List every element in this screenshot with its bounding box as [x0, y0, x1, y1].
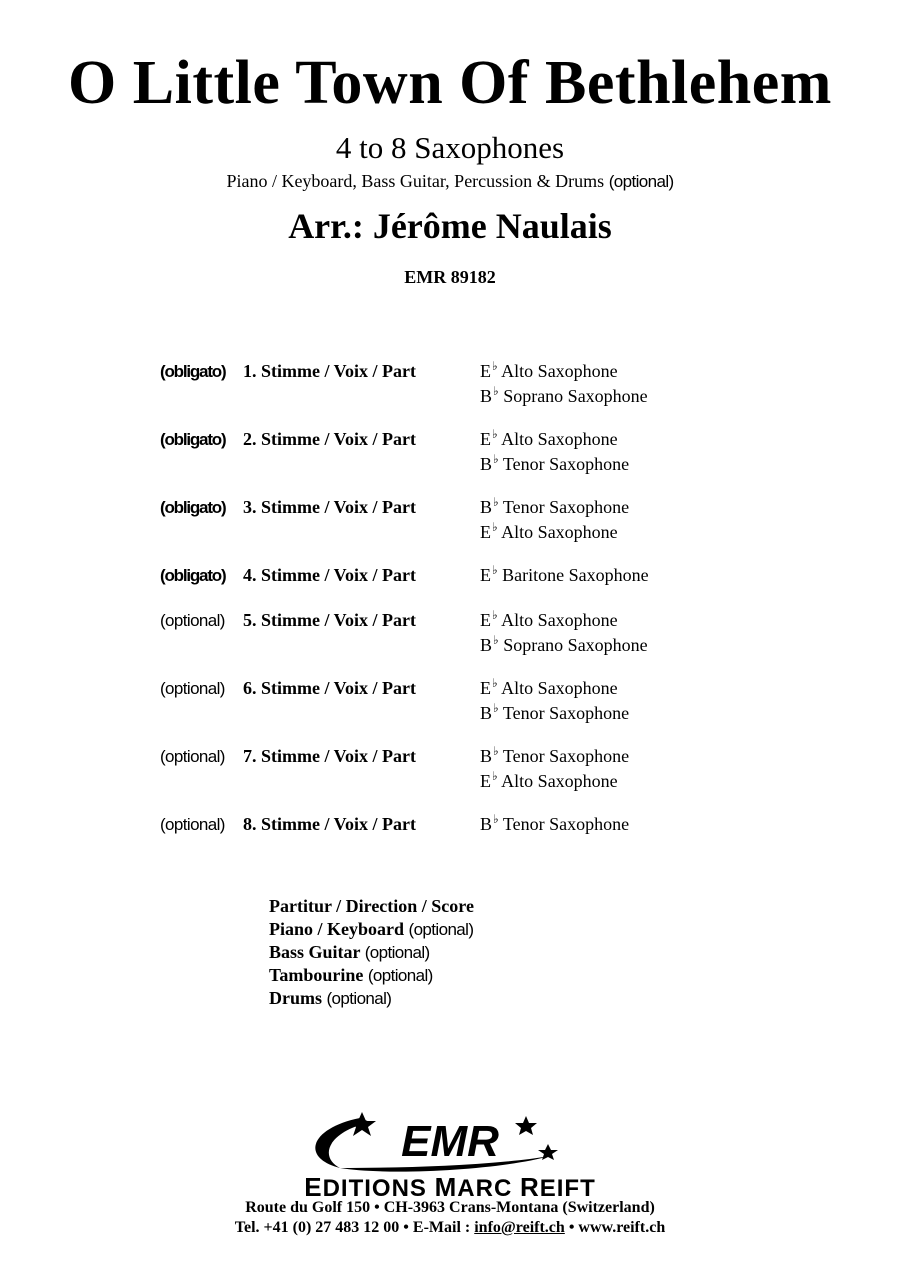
part-label: 8. Stimme / Voix / Part — [243, 814, 416, 834]
publisher-name-part: E — [304, 1172, 323, 1202]
flat-sign: ♭ — [493, 744, 499, 758]
instrument-name: Alto Saxophone — [497, 429, 618, 449]
instrument-name: Tenor Saxophone — [498, 497, 630, 517]
instrument-name: Alto Saxophone — [497, 522, 618, 542]
score-item-note: (optional) — [367, 966, 433, 985]
publisher-contact — [0, 1218, 900, 1238]
catalog-number: EMR 89182 — [404, 267, 496, 287]
part-status: (optional) — [160, 815, 225, 834]
part-instruments — [480, 564, 649, 589]
instrument-line — [480, 813, 629, 838]
emr-logo — [300, 1108, 570, 1178]
instrument-name: Tenor Saxophone — [498, 814, 630, 834]
score-list-item — [269, 941, 474, 964]
flat-sign: ♭ — [492, 427, 498, 441]
publisher-address: Route du Golf 150 • CH-3963 Crans-Montana (Switzerland) — [245, 1199, 655, 1216]
publisher-name-part: ARC — [457, 1175, 520, 1202]
instrument-key: E — [480, 565, 491, 585]
publisher-name-part: M — [434, 1172, 458, 1202]
instrument-name: Soprano Saxophone — [498, 635, 648, 655]
part-label: 1. Stimme / Voix / Part — [243, 361, 416, 381]
publisher-name-part: DITIONS — [322, 1175, 435, 1202]
instrument-key: E — [480, 771, 491, 791]
part-status: (optional) — [160, 747, 225, 766]
flat-sign: ♭ — [493, 812, 499, 826]
part-instruments — [480, 745, 629, 795]
instrument-line — [480, 496, 629, 521]
part-label: 5. Stimme / Voix / Part — [243, 610, 416, 630]
part-label: 3. Stimme / Voix / Part — [243, 497, 416, 517]
instrument-line — [480, 521, 629, 546]
instrument-name: Tenor Saxophone — [498, 703, 630, 723]
instrument-key: B — [480, 814, 493, 834]
contact-suffix: • www.reift.ch — [564, 1219, 666, 1236]
instrument-line — [480, 360, 648, 385]
score-item-name: Bass Guitar — [269, 942, 365, 962]
part-status: (obligato) — [160, 498, 226, 517]
contact-prefix: Tel. +41 (0) 27 483 12 00 • E-Mail : — [234, 1219, 475, 1236]
score-item-note: (optional) — [408, 920, 474, 939]
instrument-line — [480, 677, 629, 702]
part-label: 4. Stimme / Voix / Part — [243, 565, 416, 585]
instrument-line — [480, 385, 648, 410]
part-instruments — [480, 360, 648, 410]
flat-sign: ♭ — [492, 608, 498, 622]
score-item-name: Tambourine — [269, 965, 368, 985]
publisher-name-part: EIFT — [539, 1175, 596, 1202]
logo-star-left — [348, 1112, 376, 1136]
instrument-name: Alto Saxophone — [497, 678, 618, 698]
score-item-name: Drums — [269, 988, 327, 1008]
subtitle: 4 to 8 Saxophones — [335, 130, 565, 165]
part-label: 6. Stimme / Voix / Part — [243, 678, 416, 698]
flat-sign: ♭ — [492, 676, 498, 690]
email-link[interactable]: info@reift.ch — [474, 1219, 565, 1236]
instrument-line — [480, 770, 629, 795]
instrument-key: E — [480, 610, 491, 630]
part-status: (obligato) — [160, 362, 226, 381]
flat-sign: ♭ — [492, 359, 498, 373]
instrument-key: E — [480, 429, 491, 449]
instrumentation-optional: (optional) — [608, 172, 674, 191]
part-instruments — [480, 609, 648, 659]
score-list — [269, 895, 474, 1010]
instrument-key: E — [480, 678, 491, 698]
logo-text: EMR — [401, 1117, 499, 1166]
instrument-line — [480, 428, 629, 453]
flat-sign: ♭ — [493, 633, 499, 647]
flat-sign: ♭ — [493, 495, 499, 509]
flat-sign: ♭ — [493, 701, 499, 715]
instrument-key: E — [480, 522, 491, 542]
instrument-name: Soprano Saxophone — [498, 386, 648, 406]
instrument-name: Alto Saxophone — [497, 361, 618, 381]
score-item-note: (optional) — [364, 943, 430, 962]
score-list-item — [269, 918, 474, 941]
instrument-key: B — [480, 746, 493, 766]
instrument-key: B — [480, 635, 493, 655]
flat-sign: ♭ — [493, 384, 499, 398]
page-title: O Little Town Of Bethlehem — [68, 49, 832, 117]
part-instruments — [480, 677, 629, 727]
flat-sign: ♭ — [493, 452, 499, 466]
instrument-key: E — [480, 361, 491, 381]
score-list-item — [269, 895, 474, 918]
score-list-item — [269, 964, 474, 987]
arranger: Arr.: Jérôme Naulais — [288, 206, 612, 246]
instrument-name: Baritone Saxophone — [497, 565, 649, 585]
part-status: (obligato) — [160, 566, 226, 585]
score-list-item — [269, 987, 474, 1010]
instrument-line — [480, 453, 629, 478]
instrument-key: B — [480, 386, 493, 406]
instrument-name: Tenor Saxophone — [498, 746, 630, 766]
score-item-name: Piano / Keyboard — [269, 919, 409, 939]
part-status: (optional) — [160, 611, 225, 630]
part-instruments — [480, 496, 629, 546]
instrument-key: B — [480, 497, 493, 517]
instrument-name: Alto Saxophone — [497, 771, 618, 791]
publisher-name-part: R — [519, 1172, 540, 1202]
instrument-line — [480, 702, 629, 727]
instrumentation-line — [0, 170, 900, 193]
part-status: (obligato) — [160, 430, 226, 449]
part-status: (optional) — [160, 679, 225, 698]
instrument-name: Alto Saxophone — [497, 610, 618, 630]
score-item-note: (optional) — [326, 989, 392, 1008]
instrument-name: Tenor Saxophone — [498, 454, 630, 474]
instrument-line — [480, 745, 629, 770]
instrument-line — [480, 634, 648, 659]
flat-sign: ♭ — [492, 769, 498, 783]
part-label: 2. Stimme / Voix / Part — [243, 429, 416, 449]
part-instruments — [480, 428, 629, 478]
instrument-key: B — [480, 703, 493, 723]
instrument-line — [480, 609, 648, 634]
logo-star-right — [515, 1116, 537, 1135]
part-instruments — [480, 813, 629, 838]
part-label: 7. Stimme / Voix / Part — [243, 746, 416, 766]
instrument-key: B — [480, 454, 493, 474]
flat-sign: ♭ — [492, 563, 498, 577]
instrumentation-main: Piano / Keyboard, Bass Guitar, Percussion & Drums — [226, 171, 609, 191]
instrument-line — [480, 564, 649, 589]
score-item-name: Partitur / Direction / Score — [269, 896, 474, 916]
flat-sign: ♭ — [492, 520, 498, 534]
